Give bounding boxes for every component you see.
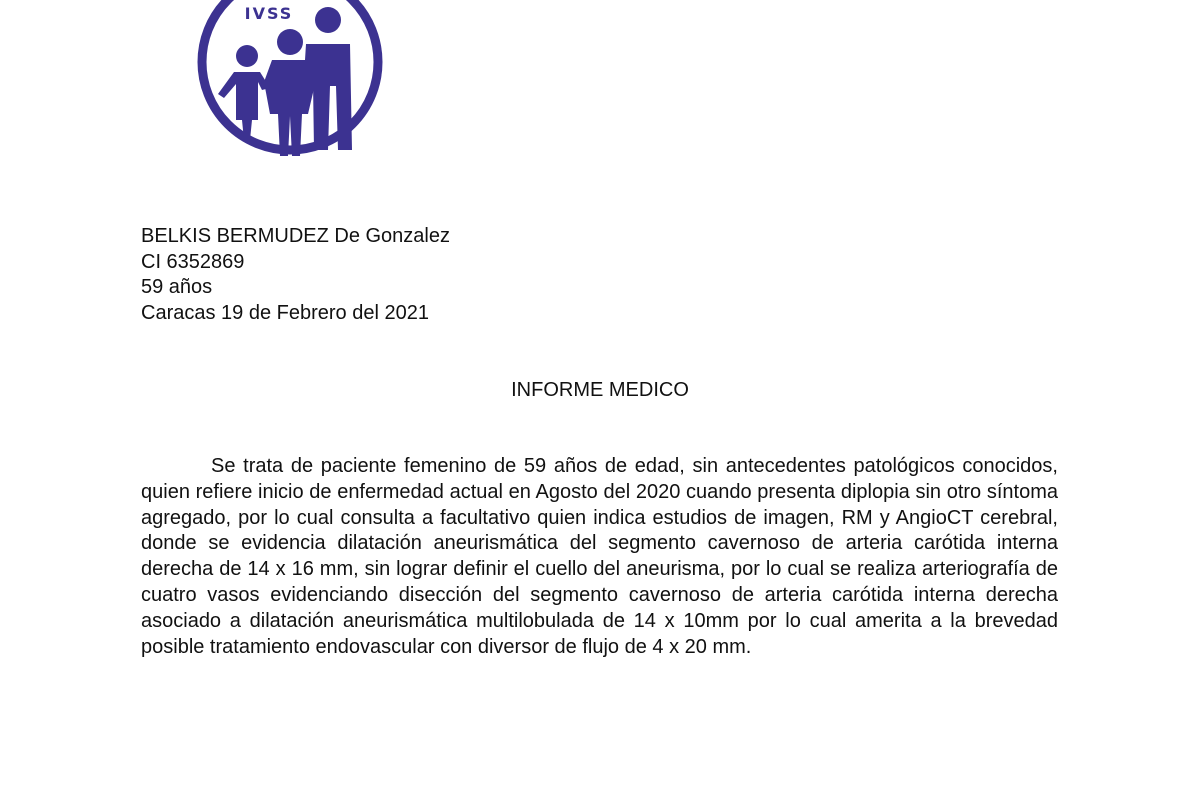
logo-mother-body	[264, 60, 316, 156]
report-body: Se trata de paciente femenino de 59 años de edad, sin antecedentes patológicos conocidos, quien refiere inicio de enfermedad actual en Agosto del 2020 cuando presenta diplopia sin otro síntoma agregado, por lo cual consulta a facultativo quien indica estudios de imagen, RM y AngioCT cerebral, donde se evidencia dilatación aneurismática del segmento cavernoso de arteria carótida interna derecha de 14 x 16 mm, sin lograr definir el cuello del aneurisma, por lo cual se realiza arteriografía de cuatro vasos evidenciando disección del segmento cavernoso de arteria carótida interna derecha asociado a dilatación aneurismática multilobulada de 14 x 10mm por lo cual amerita a la brevedad posible tratamiento endovascular con diversor de flujo de 4 x 20 mm.	[141, 455, 1058, 658]
logo-text: IVSS	[244, 4, 294, 23]
logo-mother-head	[277, 29, 303, 55]
patient-header	[141, 224, 450, 326]
place-date: Caracas 19 de Febrero del 2021	[141, 301, 429, 324]
logo-child-body	[218, 72, 270, 140]
patient-name: BELKIS BERMUDEZ De Gonzalez	[141, 225, 450, 247]
ivss-logo	[192, 0, 388, 160]
report-title: INFORME MEDICO	[511, 379, 689, 401]
patient-age: 59 años	[141, 276, 213, 298]
patient-id: CI 6352869	[141, 250, 245, 273]
logo-father-head	[315, 7, 341, 33]
logo-child-head	[236, 45, 258, 67]
